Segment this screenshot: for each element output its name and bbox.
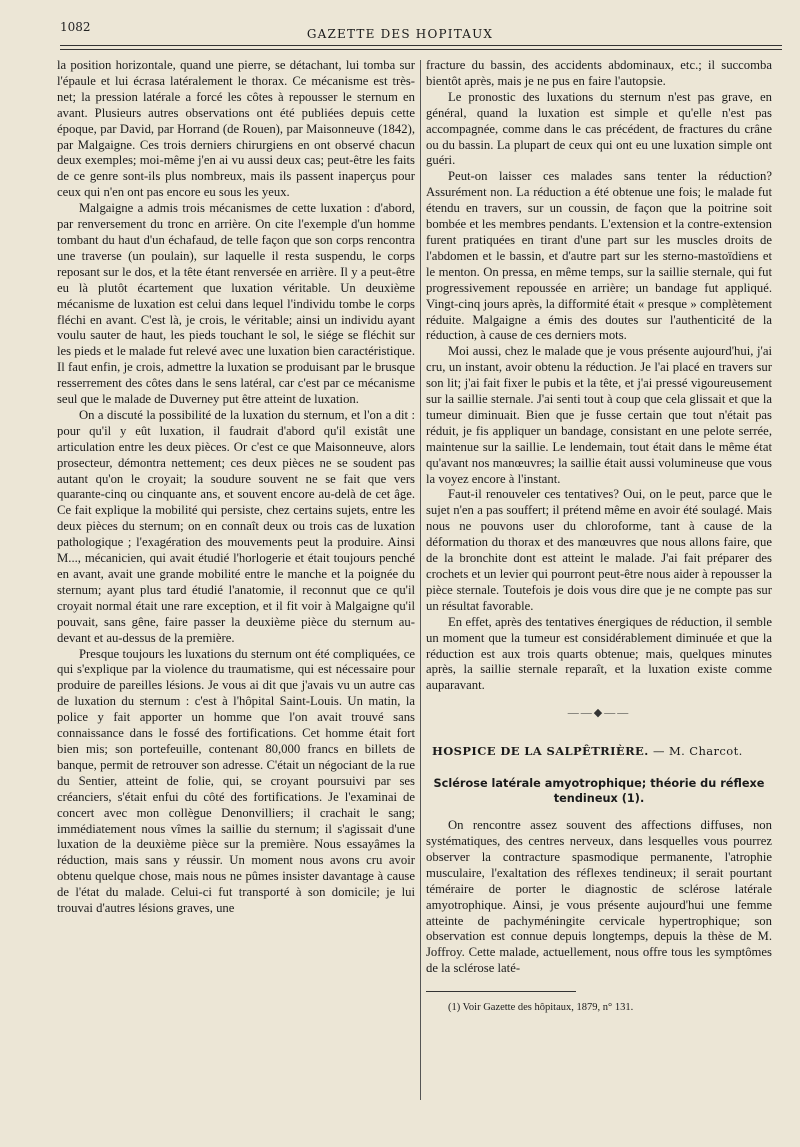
paragraph: Faut-il renouveler ces tentatives? Oui, on le peut, parce que le sujet n'en a pas souffert; il prétend même en avoir été soulagé. Mais nous ne pouvons user du chloroforme, tant à cause de la déformation du thorax et des manœuvres que nous allons faire, que de la bronchite dont est atteint le malade. J'ai fait préparer des crochets et un levier qui pourront peut-être nous aider à repousser la pièce sternale. Toutefois je dois vous dire que je ne compte pas sur un résultat favorable. [426, 487, 772, 613]
masthead-title: GAZETTE DES HOPITAUX [306, 27, 494, 41]
paragraph: fracture du bassin, des accidents abdominaux, etc.; il succomba bientôt après, mais je ne pus en faire l'autopsie. [426, 58, 772, 88]
paragraph: En effet, après des tentatives énergiques de réduction, il semble un moment que la tumeur est considérablement diminuée et que la réduction est aux trois quarts obtenue; mais, quelques minutes après, la saillie sternale reparaît, et la luxation existe comme auparavant. [426, 614, 772, 693]
header-rule [60, 45, 782, 46]
paragraph: Moi aussi, chez le malade que je vous présente aujourd'hui, j'ai cru, un instant, avoir obtenu la réduction. Je l'ai placé en travers sur son lit; j'ai fait fixer le pubis et la tête, et j'ai pressé vigoureusement sur la saillie sternale. J'ai senti tout à coup que cela glissait et que la tumeur diminuait. Bien que je fusse certain que tout n'était pas réduit, je fis appliquer un bandage, consistant en une pelote serrée, maintenue sur la saillie. Le lendemain, tout était dans le même état qu'avant nos manœuvres; la saillie était aussi volumineuse que vous la voyez encore à l'instant. [426, 344, 772, 486]
footnote-rule [426, 991, 576, 992]
right-column [426, 58, 772, 1016]
paragraph: Le pronostic des luxations du sternum n'est pas grave, en général, quand la luxation est simple et qu'elle n'est pas accompagnée, comme dans le cas précédent, de fractures du crâne ou du bassin. La plupart de ceux qui ont eu une luxation simple ont guéri. [426, 89, 772, 168]
footnote: (1) Voir Gazette des hôpitaux, 1879, n° 131. [448, 1002, 634, 1014]
section-ornament: ——◆—— [567, 707, 631, 720]
column-separator [420, 60, 421, 1100]
paragraph: Malgaigne a admis trois mécanismes de cette luxation : d'abord, par renversement du tronc en arrière. On cite l'exemple d'un homme tombant du haut d'un échafaud, de telle façon que son corps rencontra une traverse (un poulain), sur laquelle il resta suspendu, le corps reposant sur le dos, et la tête étant renversée en arrière. Il y a peut-être eu là plutôt écartement que luxation véritable. Un deuxième mécanisme de luxation est celui dans lequel l'individu tombe le corps fléchi en avant. C'est là, je crois, le véritable; ainsi un individu ayant voulu sauter de haut, les pieds touchant le sol, le siége se fléchit sur les pieds et le malade fut relevé avec une luxation bien caractéristique. Il faut enfin, je crois, admettre la luxation se produisant par le brusque resserrement des côtes dans le sens latéral, car c'est par ce mécanisme seul que le malade de Duverney put être atteint de luxation. [57, 201, 415, 407]
page-number: 1082 [60, 20, 91, 34]
left-column [57, 58, 415, 917]
paragraph: Presque toujours les luxations du sternum ont été compliquées, ce qui s'explique par la violence du traumatisme, qui est nécessaire pour produire de pareilles lésions. Je vous ai dit que j'avais vu un autre cas de luxation du sternum : c'est à l'hôpital Saint-Louis. Un matin, la police y fait apporter un homme que l'on avait trouvé sans connaissance dans le fossé des fortifications. Cet homme était fort bien mis; son portefeuille, contenant 80,000 francs en billets de banque, permit de retrouver son adresse. C'était un négociant de la rue du Sentier, atteint de folie, qui, se croyant poursuivi par ses créanciers, s'était enfui du côté des fortifications. Je l'examinai de concert avec mon collègue Denonvilliers; il crachait le sang; immédiatement nous vîmes la saillie du sternum; il s'agissait d'une luxation de la deuxième pièce sur la première. Nous essayâmes la réduction, mais sans y réussir. Un moment nous avons cru avoir obtenu quelque chose, mais nous ne pûmes insister davantage à cause de l'état du malade. Celui-ci fut transporté à son domicile; je lui trouvai d'autres lésions graves, une [57, 646, 415, 916]
paragraph: On a discuté la possibilité de la luxation du sternum, et l'on a dit : pour qu'il y eût luxation, il faudrait d'abord qu'il existât une articulation entre les deux pièces. Or c'est ce que Maisonneuve, alors prosecteur, démontra nettement; ces deux pièces ne se soudent pas autant qu'on le croyait; la soudure souvent ne se fait que vers quarante-cinq ou cinquante ans, et souvent encore au-delà de cet âge. Ce fait explique la mobilité qui persiste, chez certains sujets, entre les deux pièces du sternum; on en connaît deux ou trois cas de luxation pathologique ; l'exagération des mouvements peut la produire. Ainsi M..., mécanicien, qui avait étudié l'horlogerie et était toujours penché en avant, avait une grande mobilité entre le manche et la poignée du sternum; ayant plus tard étudié l'anatomie, il reconnut que ce qu'il croyait normal était une rare exception, et il fit voir à Malgaigne qu'il pouvait, sans gêne, faire passer la deuxième pièce du sternum au-devant et au-dessus de la première. [57, 407, 415, 645]
section-heading [432, 744, 772, 760]
paragraph: la position horizontale, quand une pierre, se détachant, lui tomba sur l'épaule et lui écrasa latéralement le thorax. Ce mécanisme est très-net; la pression latérale a forcé les côtes à repousser le sternum en avant. Plusieurs autres observations ont été publiées depuis cette époque, par David, par Horrand (de Rouen), par Maisonneuve (1842), par Malgaigne. Ces trois derniers chirurgiens en ont observé chacun deux exemples; moi-même j'en ai vu aussi deux cas; peut-être les faits de ce genre sont-ils plus nombreux, mais ils passent inaperçus pour ceux qui n'en ont pas encore eu sous les yeux. [57, 58, 415, 200]
lecture-title: Sclérose latérale amyotrophique; théorie du réflexe tendineux (1). [433, 777, 765, 806]
hospital-name: HOSPICE DE LA SALPÊTRIÈRE. [432, 744, 649, 759]
paragraph: Peut-on laisser ces malades sans tenter la réduction? Assurément non. La réduction a été obtenue une fois; le malade fut étendu en travers, sur un coussin, de façon que la poitrine soit bombée et les membres pendants. L'extension et la contre-extension furent pratiquées en tirant d'une part sur les muscles droits de l'abdomen et le bassin, et d'autre part sur les sterno-mastoïdiens et le menton. On pressa, en même temps, sur la saillie sternale, qui fut progressivement repoussée en arrière; un bandage fut appliqué. Vingt-cinq jours après, la difformité était « presque » complètement réduite. Malgaigne a émis des doutes sur l'authenticité de la réduction, à cause de ces derniers mots. [426, 169, 772, 343]
paragraph: On rencontre assez souvent des affections diffuses, non systématiques, des centres nerveux, dans lesquelles vous pourrez observer la contracture spasmodique permanente, l'atrophie musculaire, l'exaltation des réflexes tendineux; il serait pourtant téméraire de porter le diagnostic de sclérose latérale amyotrophique. Ainsi, je vous présente aujourd'hui une femme atteinte de pachyméningite cervicale hypertrophique; son observation est connue depuis longtemps, depuis la thèse de M. Joffroy. Cette malade, actuellement, nous offre tous les symptômes de la sclérose laté- [426, 818, 772, 976]
lecturer-name: — M. Charcot. [653, 744, 743, 759]
header-rule-double [60, 49, 782, 50]
